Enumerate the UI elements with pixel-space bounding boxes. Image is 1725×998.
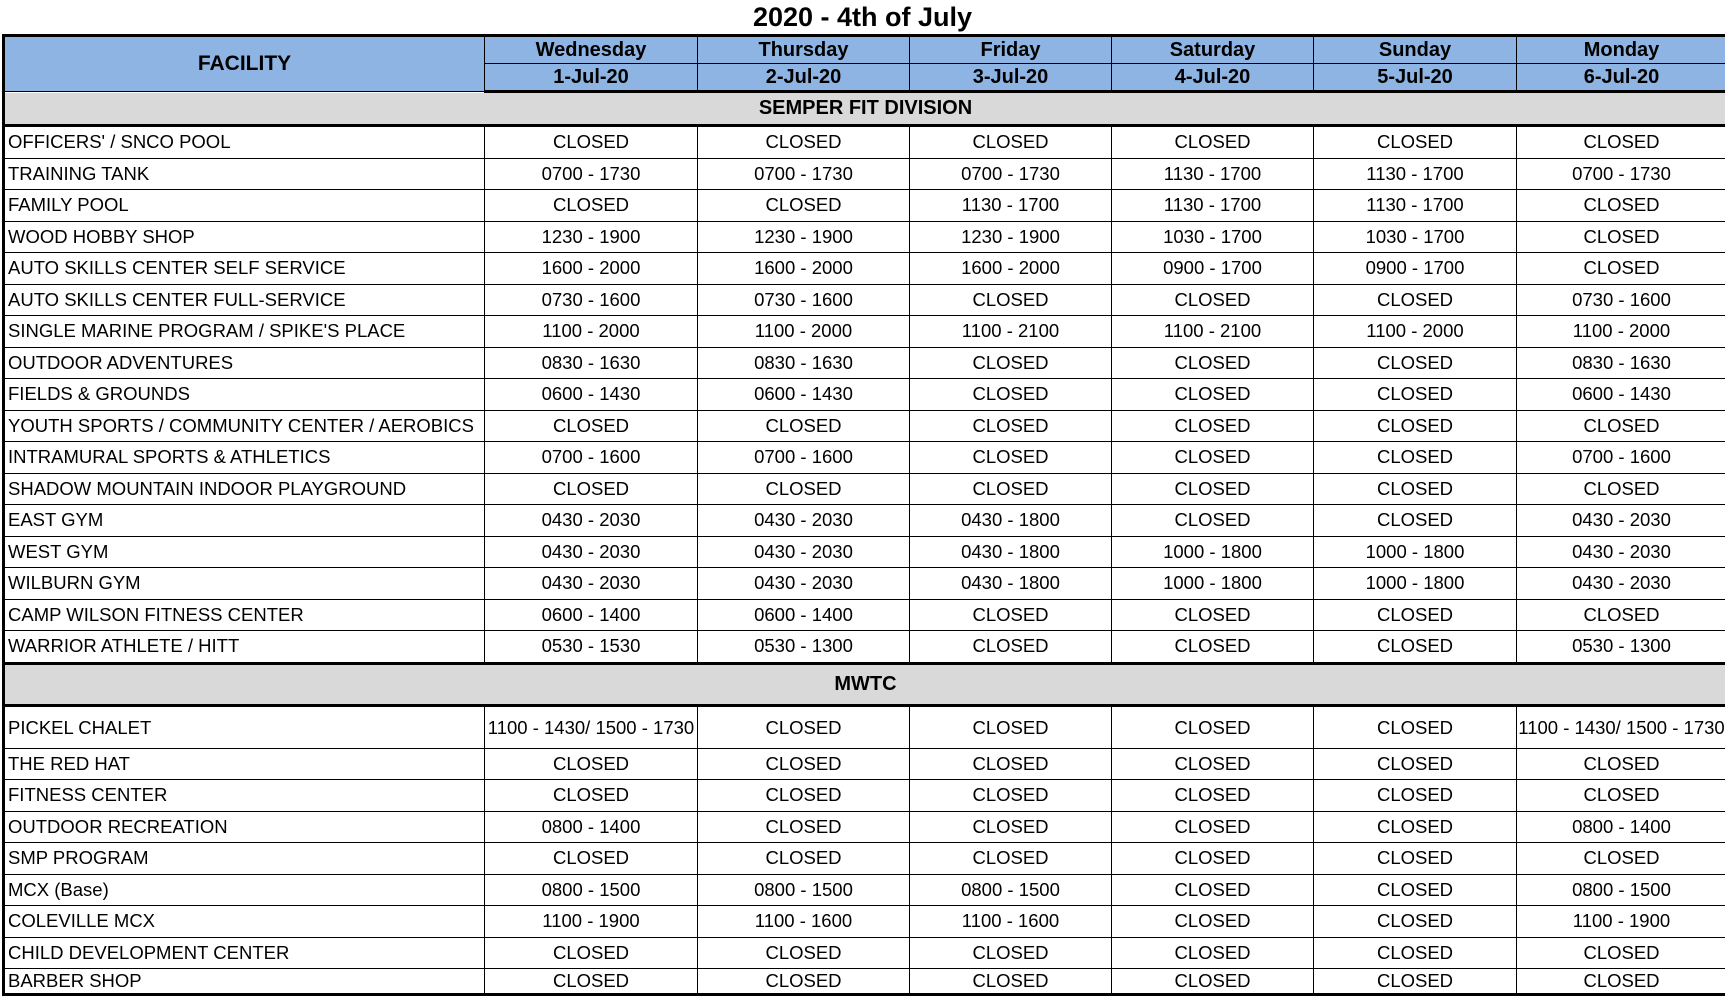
hours-cell: CLOSED bbox=[1517, 126, 1725, 159]
table-row bbox=[4, 253, 1725, 285]
hours-cell: 0700 - 1730 bbox=[485, 158, 698, 190]
hours-cell: 0530 - 1300 bbox=[1517, 631, 1725, 664]
hours-cell: 0530 - 1530 bbox=[485, 631, 698, 664]
table-row bbox=[4, 568, 1725, 600]
day-header: Wednesday bbox=[485, 36, 698, 64]
header-day-row bbox=[4, 36, 1725, 64]
facility-name: SMP PROGRAM bbox=[4, 843, 485, 875]
section-title: MWTC bbox=[4, 663, 1725, 705]
hours-cell: CLOSED bbox=[910, 843, 1112, 875]
hours-cell: CLOSED bbox=[1314, 874, 1517, 906]
date-header: 3-Jul-20 bbox=[910, 64, 1112, 92]
facility-name: TRAINING TANK bbox=[4, 158, 485, 190]
hours-cell: CLOSED bbox=[698, 705, 910, 748]
hours-cell: 0800 - 1400 bbox=[485, 811, 698, 843]
hours-cell: CLOSED bbox=[1112, 442, 1314, 474]
hours-cell: CLOSED bbox=[1314, 969, 1517, 995]
hours-cell: CLOSED bbox=[1112, 347, 1314, 379]
facility-name: AUTO SKILLS CENTER FULL-SERVICE bbox=[4, 284, 485, 316]
table-row bbox=[4, 969, 1725, 995]
hours-cell: CLOSED bbox=[1517, 969, 1725, 995]
hours-cell: 0800 - 1500 bbox=[1517, 874, 1725, 906]
hours-cell: 1230 - 1900 bbox=[485, 221, 698, 253]
hours-cell: CLOSED bbox=[910, 937, 1112, 969]
hours-cell: CLOSED bbox=[1517, 410, 1725, 442]
facility-name: MCX (Base) bbox=[4, 874, 485, 906]
facility-name: AUTO SKILLS CENTER SELF SERVICE bbox=[4, 253, 485, 285]
hours-cell: 0430 - 1800 bbox=[910, 505, 1112, 537]
hours-cell: CLOSED bbox=[698, 811, 910, 843]
facility-name: OUTDOOR ADVENTURES bbox=[4, 347, 485, 379]
hours-cell: 1130 - 1700 bbox=[1314, 190, 1517, 222]
hours-cell: 0600 - 1430 bbox=[698, 379, 910, 411]
hours-cell: CLOSED bbox=[910, 599, 1112, 631]
hours-cell: CLOSED bbox=[1314, 599, 1517, 631]
hours-cell: 0700 - 1730 bbox=[910, 158, 1112, 190]
table-row bbox=[4, 316, 1725, 348]
hours-cell: CLOSED bbox=[485, 780, 698, 812]
hours-cell: 1000 - 1800 bbox=[1314, 568, 1517, 600]
hours-cell: CLOSED bbox=[1112, 410, 1314, 442]
section-header-row bbox=[4, 663, 1725, 705]
section-header-row bbox=[4, 92, 1725, 126]
hours-cell: 1100 - 2000 bbox=[485, 316, 698, 348]
hours-cell: 1000 - 1800 bbox=[1314, 536, 1517, 568]
hours-cell: CLOSED bbox=[698, 969, 910, 995]
hours-cell: CLOSED bbox=[1314, 347, 1517, 379]
hours-cell: 1100 - 1600 bbox=[698, 906, 910, 938]
hours-cell: CLOSED bbox=[485, 410, 698, 442]
hours-cell: 0430 - 2030 bbox=[485, 536, 698, 568]
hours-cell: 0900 - 1700 bbox=[1314, 253, 1517, 285]
facility-name: OUTDOOR RECREATION bbox=[4, 811, 485, 843]
hours-cell: 0730 - 1600 bbox=[698, 284, 910, 316]
table-row bbox=[4, 780, 1725, 812]
facility-name: FIELDS & GROUNDS bbox=[4, 379, 485, 411]
facility-name: WOOD HOBBY SHOP bbox=[4, 221, 485, 253]
hours-cell: 0800 - 1500 bbox=[910, 874, 1112, 906]
hours-cell: 0700 - 1730 bbox=[698, 158, 910, 190]
hours-cell: 1230 - 1900 bbox=[698, 221, 910, 253]
hours-cell: 1100 - 2000 bbox=[698, 316, 910, 348]
table-row bbox=[4, 843, 1725, 875]
hours-cell: 0730 - 1600 bbox=[1517, 284, 1725, 316]
hours-cell: CLOSED bbox=[910, 969, 1112, 995]
table-header bbox=[4, 36, 1725, 92]
facility-name: WEST GYM bbox=[4, 536, 485, 568]
hours-cell: CLOSED bbox=[1112, 126, 1314, 159]
facility-name: COLEVILLE MCX bbox=[4, 906, 485, 938]
hours-cell: CLOSED bbox=[910, 780, 1112, 812]
hours-cell: 1600 - 2000 bbox=[910, 253, 1112, 285]
facility-name: WILBURN GYM bbox=[4, 568, 485, 600]
hours-cell: CLOSED bbox=[910, 284, 1112, 316]
hours-cell: 1130 - 1700 bbox=[910, 190, 1112, 222]
hours-cell: CLOSED bbox=[1314, 780, 1517, 812]
hours-cell: CLOSED bbox=[1517, 253, 1725, 285]
hours-cell: CLOSED bbox=[1112, 969, 1314, 995]
hours-cell: CLOSED bbox=[1314, 906, 1517, 938]
hours-cell: CLOSED bbox=[1517, 599, 1725, 631]
hours-cell: 0700 - 1600 bbox=[698, 442, 910, 474]
hours-cell: CLOSED bbox=[1314, 379, 1517, 411]
hours-cell: CLOSED bbox=[485, 843, 698, 875]
hours-cell: CLOSED bbox=[1314, 442, 1517, 474]
hours-cell: CLOSED bbox=[910, 126, 1112, 159]
table-row bbox=[4, 536, 1725, 568]
date-header: 1-Jul-20 bbox=[485, 64, 698, 92]
hours-cell: 0800 - 1400 bbox=[1517, 811, 1725, 843]
table-row bbox=[4, 748, 1725, 780]
table-row bbox=[4, 874, 1725, 906]
hours-cell: CLOSED bbox=[698, 126, 910, 159]
hours-cell: CLOSED bbox=[1112, 379, 1314, 411]
hours-cell: CLOSED bbox=[698, 190, 910, 222]
hours-cell: 0800 - 1500 bbox=[698, 874, 910, 906]
day-header: Saturday bbox=[1112, 36, 1314, 64]
hours-cell: 1000 - 1800 bbox=[1112, 568, 1314, 600]
hours-cell: CLOSED bbox=[698, 473, 910, 505]
hours-cell: 0430 - 1800 bbox=[910, 568, 1112, 600]
hours-cell: 1100 - 1900 bbox=[1517, 906, 1725, 938]
hours-cell: 1130 - 1700 bbox=[1314, 158, 1517, 190]
hours-cell: 1100 - 2100 bbox=[1112, 316, 1314, 348]
facility-name: THE RED HAT bbox=[4, 748, 485, 780]
hours-cell: 0600 - 1400 bbox=[485, 599, 698, 631]
facility-name: CAMP WILSON FITNESS CENTER bbox=[4, 599, 485, 631]
hours-cell: CLOSED bbox=[910, 705, 1112, 748]
hours-cell: CLOSED bbox=[1314, 811, 1517, 843]
hours-cell: CLOSED bbox=[1112, 780, 1314, 812]
facility-name: CHILD DEVELOPMENT CENTER bbox=[4, 937, 485, 969]
facility-name: FITNESS CENTER bbox=[4, 780, 485, 812]
hours-cell: CLOSED bbox=[1314, 631, 1517, 664]
facility-name: OFFICERS' / SNCO POOL bbox=[4, 126, 485, 159]
schedule-table bbox=[2, 34, 1725, 996]
hours-cell: 0700 - 1600 bbox=[1517, 442, 1725, 474]
hours-cell: CLOSED bbox=[910, 811, 1112, 843]
hours-cell: 1030 - 1700 bbox=[1314, 221, 1517, 253]
table-row bbox=[4, 347, 1725, 379]
hours-cell: CLOSED bbox=[698, 937, 910, 969]
hours-cell: 0600 - 1400 bbox=[698, 599, 910, 631]
hours-cell: 0700 - 1600 bbox=[485, 442, 698, 474]
hours-cell: 0730 - 1600 bbox=[485, 284, 698, 316]
hours-cell: CLOSED bbox=[1112, 874, 1314, 906]
hours-cell: 1100 - 1430/ 1500 - 1730 bbox=[1517, 705, 1725, 748]
hours-cell: 0430 - 2030 bbox=[698, 536, 910, 568]
hours-cell: CLOSED bbox=[698, 780, 910, 812]
hours-cell: CLOSED bbox=[1314, 410, 1517, 442]
hours-cell: CLOSED bbox=[1112, 473, 1314, 505]
date-header: 6-Jul-20 bbox=[1517, 64, 1725, 92]
hours-cell: CLOSED bbox=[1314, 126, 1517, 159]
hours-cell: CLOSED bbox=[1112, 748, 1314, 780]
hours-cell: CLOSED bbox=[1112, 505, 1314, 537]
hours-cell: CLOSED bbox=[1112, 599, 1314, 631]
hours-cell: 0430 - 2030 bbox=[1517, 505, 1725, 537]
facility-name: SINGLE MARINE PROGRAM / SPIKE'S PLACE bbox=[4, 316, 485, 348]
hours-cell: CLOSED bbox=[910, 473, 1112, 505]
hours-cell: CLOSED bbox=[1314, 473, 1517, 505]
hours-cell: CLOSED bbox=[910, 748, 1112, 780]
table-row bbox=[4, 631, 1725, 664]
schedule-title: 2020 - 4th of July bbox=[752, 2, 973, 32]
facility-name: YOUTH SPORTS / COMMUNITY CENTER / AEROBICS bbox=[4, 410, 485, 442]
hours-cell: 0830 - 1630 bbox=[1517, 347, 1725, 379]
hours-cell: CLOSED bbox=[910, 410, 1112, 442]
hours-cell: CLOSED bbox=[1517, 221, 1725, 253]
hours-cell: 0430 - 2030 bbox=[485, 505, 698, 537]
table-row bbox=[4, 442, 1725, 474]
table-row bbox=[4, 158, 1725, 190]
hours-cell: 1600 - 2000 bbox=[698, 253, 910, 285]
hours-cell: 0430 - 1800 bbox=[910, 536, 1112, 568]
table-row bbox=[4, 221, 1725, 253]
hours-cell: CLOSED bbox=[1314, 284, 1517, 316]
hours-cell: 1130 - 1700 bbox=[1112, 190, 1314, 222]
facility-column-header: FACILITY bbox=[4, 36, 485, 92]
hours-cell: CLOSED bbox=[1112, 937, 1314, 969]
hours-cell: CLOSED bbox=[1112, 843, 1314, 875]
hours-cell: CLOSED bbox=[698, 410, 910, 442]
day-header: Thursday bbox=[698, 36, 910, 64]
hours-cell: 1600 - 2000 bbox=[485, 253, 698, 285]
table-row bbox=[4, 126, 1725, 159]
facility-name: SHADOW MOUNTAIN INDOOR PLAYGROUND bbox=[4, 473, 485, 505]
hours-cell: 1100 - 1600 bbox=[910, 906, 1112, 938]
hours-cell: CLOSED bbox=[1517, 748, 1725, 780]
hours-cell: CLOSED bbox=[485, 748, 698, 780]
table-row bbox=[4, 811, 1725, 843]
hours-cell: CLOSED bbox=[1314, 748, 1517, 780]
table-row bbox=[4, 190, 1725, 222]
hours-cell: CLOSED bbox=[1517, 937, 1725, 969]
table-row bbox=[4, 379, 1725, 411]
hours-cell: 1100 - 2000 bbox=[1517, 316, 1725, 348]
hours-cell: 0430 - 2030 bbox=[485, 568, 698, 600]
hours-cell: 1100 - 1900 bbox=[485, 906, 698, 938]
hours-cell: 1030 - 1700 bbox=[1112, 221, 1314, 253]
hours-cell: CLOSED bbox=[485, 473, 698, 505]
hours-cell: CLOSED bbox=[1112, 705, 1314, 748]
hours-cell: 1000 - 1800 bbox=[1112, 536, 1314, 568]
hours-cell: 0430 - 2030 bbox=[698, 505, 910, 537]
hours-cell: CLOSED bbox=[1314, 705, 1517, 748]
hours-cell: CLOSED bbox=[910, 347, 1112, 379]
section-title: SEMPER FIT DIVISION bbox=[4, 92, 1725, 126]
facility-name: WARRIOR ATHLETE / HITT bbox=[4, 631, 485, 664]
hours-cell: CLOSED bbox=[485, 126, 698, 159]
hours-cell: 0830 - 1630 bbox=[698, 347, 910, 379]
table-row bbox=[4, 599, 1725, 631]
hours-cell: CLOSED bbox=[698, 843, 910, 875]
hours-cell: 1100 - 1430/ 1500 - 1730 bbox=[485, 705, 698, 748]
table-row bbox=[4, 505, 1725, 537]
hours-cell: CLOSED bbox=[1314, 505, 1517, 537]
hours-cell: CLOSED bbox=[910, 442, 1112, 474]
hours-cell: CLOSED bbox=[1314, 937, 1517, 969]
hours-cell: CLOSED bbox=[910, 379, 1112, 411]
hours-cell: 0430 - 2030 bbox=[698, 568, 910, 600]
hours-cell: 0800 - 1500 bbox=[485, 874, 698, 906]
hours-cell: CLOSED bbox=[1314, 843, 1517, 875]
hours-cell: CLOSED bbox=[1112, 811, 1314, 843]
hours-cell: CLOSED bbox=[1517, 473, 1725, 505]
hours-cell: CLOSED bbox=[1112, 284, 1314, 316]
hours-cell: 0530 - 1300 bbox=[698, 631, 910, 664]
hours-cell: 0430 - 2030 bbox=[1517, 568, 1725, 600]
facility-name: EAST GYM bbox=[4, 505, 485, 537]
hours-cell: CLOSED bbox=[1517, 843, 1725, 875]
table-row bbox=[4, 937, 1725, 969]
facility-name: PICKEL CHALET bbox=[4, 705, 485, 748]
hours-cell: CLOSED bbox=[485, 190, 698, 222]
day-header: Friday bbox=[910, 36, 1112, 64]
date-header: 2-Jul-20 bbox=[698, 64, 910, 92]
hours-cell: 0600 - 1430 bbox=[485, 379, 698, 411]
hours-cell: 1100 - 2100 bbox=[910, 316, 1112, 348]
hours-cell: 0600 - 1430 bbox=[1517, 379, 1725, 411]
table-body bbox=[4, 92, 1725, 995]
facility-name: BARBER SHOP bbox=[4, 969, 485, 995]
table-row bbox=[4, 410, 1725, 442]
hours-cell: CLOSED bbox=[1517, 780, 1725, 812]
facility-name: INTRAMURAL SPORTS & ATHLETICS bbox=[4, 442, 485, 474]
hours-cell: 0830 - 1630 bbox=[485, 347, 698, 379]
hours-cell: 1130 - 1700 bbox=[1112, 158, 1314, 190]
table-row bbox=[4, 906, 1725, 938]
hours-cell: 0700 - 1730 bbox=[1517, 158, 1725, 190]
table-row bbox=[4, 705, 1725, 748]
day-header: Sunday bbox=[1314, 36, 1517, 64]
hours-cell: CLOSED bbox=[1517, 190, 1725, 222]
day-header: Monday bbox=[1517, 36, 1725, 64]
hours-cell: 0430 - 2030 bbox=[1517, 536, 1725, 568]
hours-cell: CLOSED bbox=[698, 748, 910, 780]
table-row bbox=[4, 284, 1725, 316]
facility-name: FAMILY POOL bbox=[4, 190, 485, 222]
hours-cell: 1230 - 1900 bbox=[910, 221, 1112, 253]
hours-cell: CLOSED bbox=[1112, 906, 1314, 938]
hours-cell: CLOSED bbox=[910, 631, 1112, 664]
hours-cell: CLOSED bbox=[1112, 631, 1314, 664]
date-header: 5-Jul-20 bbox=[1314, 64, 1517, 92]
hours-cell: 0900 - 1700 bbox=[1112, 253, 1314, 285]
hours-cell: CLOSED bbox=[485, 937, 698, 969]
hours-cell: 1100 - 2000 bbox=[1314, 316, 1517, 348]
date-header: 4-Jul-20 bbox=[1112, 64, 1314, 92]
hours-cell: CLOSED bbox=[485, 969, 698, 995]
table-row bbox=[4, 473, 1725, 505]
